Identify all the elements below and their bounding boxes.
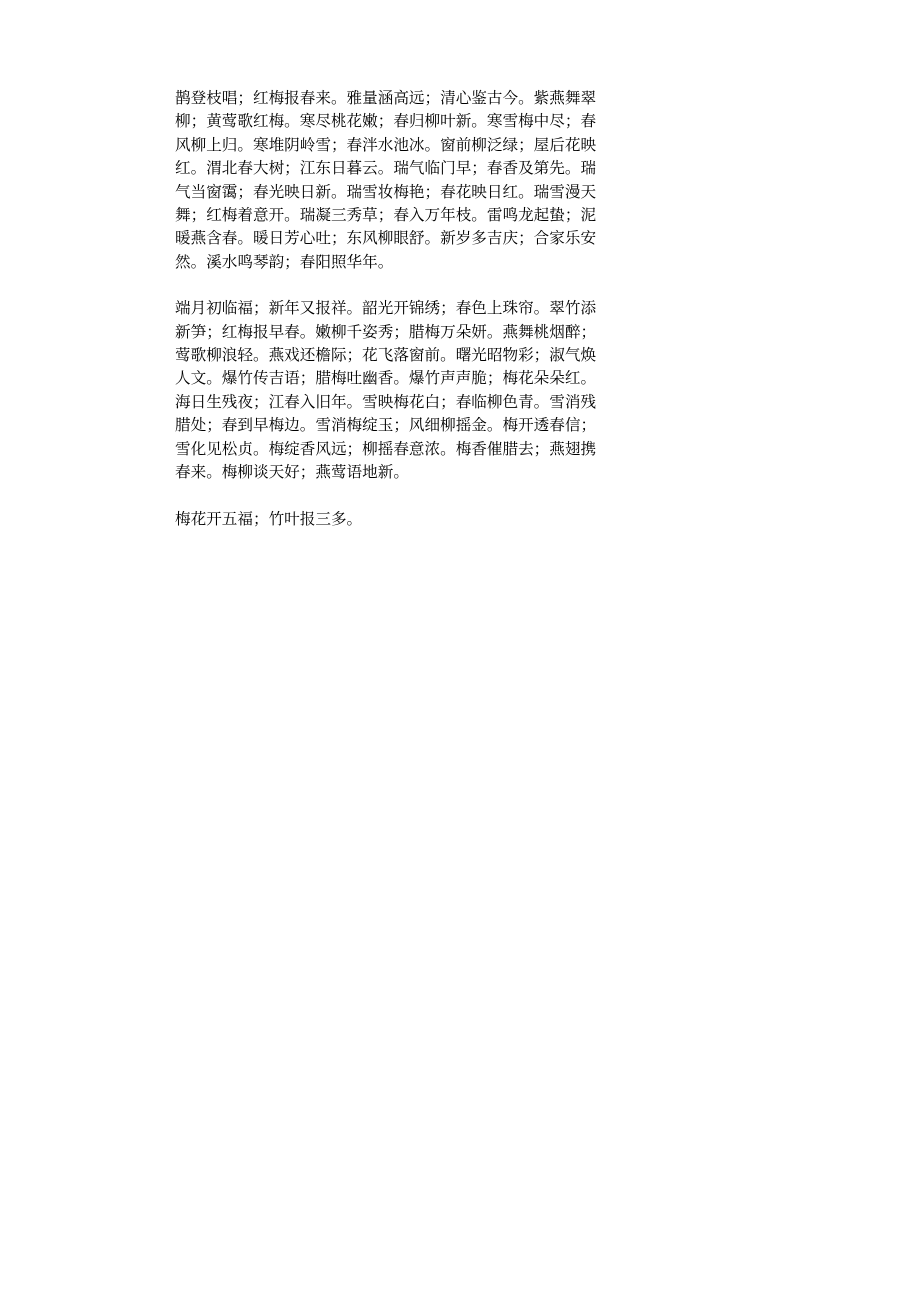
paragraph-3: 梅花开五福；竹叶报三多。: [175, 509, 363, 528]
paragraph-spacer: [175, 274, 607, 297]
paragraph-spacer: [175, 485, 607, 508]
paragraph-1: 鹊登枝唱；红梅报春来。雅量涵高远；清心鉴古今。紫燕舞翠柳；黄莺歌红梅。寒尽桃花嫩；春归柳叶新。寒雪梅中尽；春风柳上归。寒堆阴岭雪；春泮水池冰。窗前柳泛绿；屋后花映红。渭北春大树；江东日暮云。瑞气临门早；春香及第先。瑞气当窗霭；春光映日新。瑞雪妆梅艳；春花映日红。瑞雪漫天舞；红梅着意开。瑞凝三秀草；春入万年枝。雷鸣龙起蛰；泥暖燕含春。暖日芳心吐；东风柳眼舒。新岁多吉庆；合家乐安然。溪水鸣琴韵；春阳照华年。: [175, 89, 597, 271]
document-body: [175, 87, 607, 531]
paragraph-2: 端月初临福；新年又报祥。韶光开锦绣；春色上珠帘。翠竹添新笋；红梅报早春。嫩柳千姿秀；腊梅万朵妍。燕舞桃烟醉；莺歌柳浪轻。燕戏还檐际；花飞落窗前。曙光昭物彩；淑气焕人文。爆竹传吉语；腊梅吐幽香。爆竹声声脆；梅花朵朵红。海日生残夜；江春入旧年。雪映梅花白；春临柳色青。雪消残腊处；春到早梅边。雪消梅绽玉；风细柳摇金。梅开透春信；雪化见松贞。梅绽香风远；柳摇春意浓。梅香催腊去；燕翅携春来。梅柳谈天好；燕莺语地新。: [175, 299, 597, 482]
